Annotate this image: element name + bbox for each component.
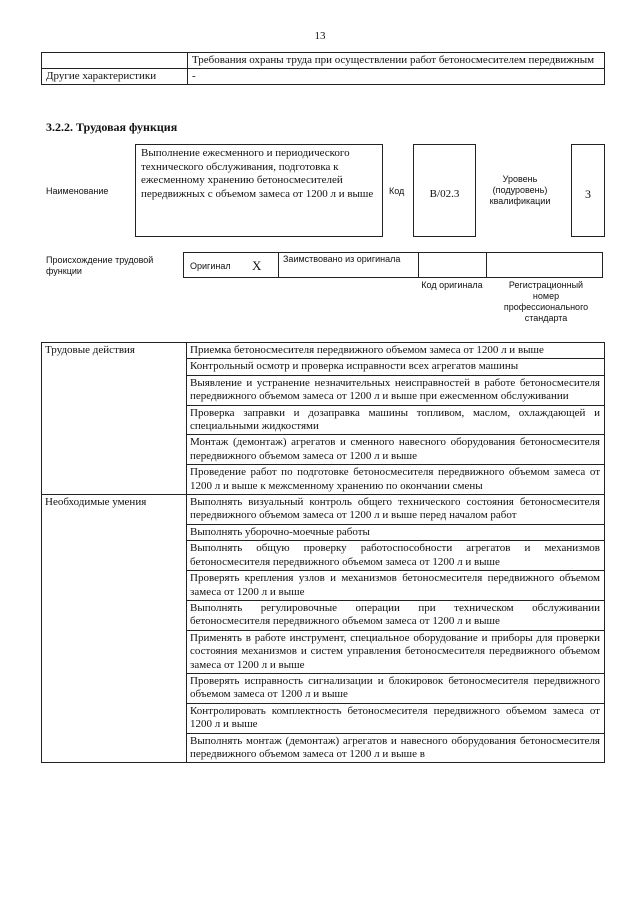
table-row — [42, 69, 605, 85]
qualification-level-label: Уровень (подуровень) квалификации — [489, 174, 551, 206]
borrowed-label: Заимствовано из оригинала — [283, 254, 401, 264]
original-cell — [184, 253, 279, 277]
table-row — [42, 343, 605, 359]
original-mark: X — [252, 258, 262, 273]
list-item: Монтаж (демонтаж) агрегатов и сменного навесного оборудования бетоносмесителя передвижного объемом замеса от 1200 л и выше — [187, 435, 605, 465]
list-item: Применять в работе инструмент, специальное оборудование и приборы для проверки состояния механизмов и систем управления бетоносмесителя передвижного объемом замеса от 1200 л и выше — [187, 630, 605, 673]
list-item: Контрольный осмотр и проверка исправности всех агрегатов машины — [187, 359, 605, 375]
list-item: Выполнять регулировочные операции при техническом обслуживании бетоносмесителя передвижного объемом замеса от 1200 л и выше — [187, 600, 605, 630]
required-skills-label: Необходимые умения — [42, 495, 187, 763]
list-item: Приемка бетоносмесителя передвижного объемом замеса от 1200 л и выше — [187, 343, 605, 359]
origin-label: Происхождение трудовой функции — [46, 255, 154, 276]
original-code-cell — [419, 253, 487, 277]
list-item: Выполнять визуальный контроль общего технического состояния бетоносмесителя передвижного объемом замеса от 1200 л и выше перед началом работ — [187, 495, 605, 525]
list-item: Выполнять уборочно-моечные работы — [187, 524, 605, 540]
list-item: Выявление и устранение незначительных неисправностей в работе бетоносмесителя передвижного объемом замеса от 1200 л и выше при ежесменном обслуживании — [187, 375, 605, 405]
list-item: Проведение работ по подготовке бетоносмесителя передвижного объемом замеса от 1200 л и выше к межсменному хранению по окончании смены — [187, 465, 605, 495]
list-item: Проверка заправки и дозаправка машины топливом, маслом, охлаждающей и специальными жидкостями — [187, 405, 605, 435]
labor-actions-label: Трудовые действия — [42, 343, 187, 495]
name-label: Наименование — [46, 186, 109, 196]
function-name-box: Выполнение ежесменного и периодического технического обслуживания, подготовка к ежесменному хранению бетоносмесителей передвижных с объемом замеса от 1200 л и выше — [135, 144, 383, 237]
origin-table — [183, 252, 603, 278]
table-row — [42, 495, 605, 525]
registration-number-cell — [487, 253, 602, 277]
page-number: 13 — [314, 30, 326, 42]
code-label: Код — [389, 186, 405, 196]
function-details-table — [41, 342, 605, 763]
characteristics-table — [41, 52, 605, 85]
list-item: Контролировать комплектность бетоносмесителя передвижного объемом замеса от 1200 л и выше — [187, 703, 605, 733]
row-label: Другие характеристики — [42, 69, 188, 85]
row-value: Требования охраны труда при осуществлении работ бетоносмесителем передвижным — [188, 53, 605, 69]
registration-caption: Регистрационный номер профессионального стандарта — [503, 280, 589, 323]
list-item: Проверять исправность сигнализации и блокировок бетоносмесителя передвижного объемом замеса от 1200 л и выше — [187, 673, 605, 703]
row-label — [42, 53, 188, 69]
code-caption: Код оригинала — [421, 280, 483, 290]
section-title: 3.2.2. Трудовая функция — [46, 120, 178, 134]
list-item: Выполнять монтаж (демонтаж) агрегатов и навесного оборудования бетоносмесителя передвижного объемом замеса от 1200 л и выше в — [187, 733, 605, 763]
list-item: Проверять крепления узлов и механизмов бетоносмесителя передвижного объемом замеса от 1200 л и выше — [187, 571, 605, 601]
row-value: - — [188, 69, 605, 85]
borrowed-cell — [279, 253, 419, 277]
original-label: Оригинал — [190, 261, 231, 271]
table-row — [42, 53, 605, 69]
qualification-level-box: 3 — [571, 144, 605, 237]
list-item: Выполнять общую проверку работоспособности агрегатов и механизмов бетоносмесителя передвижного объемом замеса от 1200 л и выше — [187, 541, 605, 571]
function-code-box: B/02.3 — [413, 144, 476, 237]
